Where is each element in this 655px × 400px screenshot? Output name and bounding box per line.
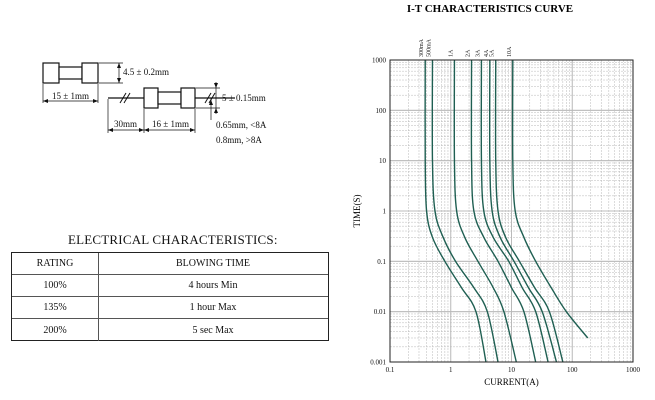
y-tick-label: 1000 xyxy=(372,56,386,65)
y-tick-label: 0.01 xyxy=(373,308,386,317)
pigtail-cap-right xyxy=(181,88,195,108)
it-characteristics-chart xyxy=(340,0,655,400)
table-row xyxy=(12,319,328,341)
y-axis-label: TIME(S) xyxy=(352,194,362,228)
pigtail-body xyxy=(158,92,181,104)
table-row xyxy=(12,275,328,297)
blowing-time-cell: 5 sec Max xyxy=(192,324,234,336)
dim-overall-diameter: 5 ± 0.15mm xyxy=(222,93,266,103)
dim-length-top: 15 ± 1mm xyxy=(52,91,89,101)
series-label: 3A xyxy=(475,49,482,57)
series-label: 10A xyxy=(506,46,513,57)
dim-lead-dia-low: 0.65mm, <8A xyxy=(216,120,267,130)
y-tick-label: 0.1 xyxy=(377,257,386,266)
chart-title: I-T CHARACTERISTICS CURVE xyxy=(406,3,574,15)
x-tick-label: 1 xyxy=(449,366,453,374)
rating-cell: 135% xyxy=(12,297,99,318)
electrical-characteristics-title: ELECTRICAL CHARACTERISTICS: xyxy=(68,232,278,247)
table-header-row xyxy=(12,253,328,275)
dim-lead-length: 30mm xyxy=(114,119,138,129)
x-axis-label: CURRENT(A) xyxy=(484,377,539,387)
fuse-body xyxy=(59,67,82,79)
blowing-time-cell: 1 hour Max xyxy=(189,302,237,313)
y-tick-label: 10 xyxy=(379,157,386,166)
x-tick-label: 100 xyxy=(567,366,578,374)
x-tick-label: 10 xyxy=(508,366,515,374)
dim-diameter: 4.5 ± 0.2mm xyxy=(123,67,169,77)
fuse-cap-left xyxy=(43,63,59,83)
series-label: 4A xyxy=(483,49,490,57)
series-label: 1A xyxy=(448,49,455,57)
header-rating: RATING xyxy=(12,253,99,274)
y-tick-label: 1 xyxy=(382,207,386,216)
series-label: 500mA xyxy=(426,39,433,57)
rating-cell: 100% xyxy=(12,275,99,296)
table-row xyxy=(12,297,328,319)
fuse-cap-right xyxy=(82,63,98,83)
series-label: 5A xyxy=(489,49,496,57)
header-blowing-time: BLOWING TIME xyxy=(176,258,250,269)
pigtail-cap-left xyxy=(144,88,158,108)
series-label: 300mA xyxy=(419,39,426,57)
blowing-time-cell: 4 hours Min xyxy=(188,280,238,291)
y-tick-label: 100 xyxy=(375,106,386,115)
fuse-dimension-drawing xyxy=(0,0,330,160)
series-label: 2A xyxy=(465,49,472,57)
y-tick-label: 0.001 xyxy=(370,358,386,367)
rating-cell: 200% xyxy=(12,319,99,341)
x-tick-label: 1000 xyxy=(626,366,640,374)
electrical-table xyxy=(11,252,329,341)
x-tick-label: 0.1 xyxy=(385,366,395,374)
dim-lead-dia-high: 0.8mm, >8A xyxy=(216,135,262,145)
dim-body-length: 16 ± 1mm xyxy=(152,119,189,129)
